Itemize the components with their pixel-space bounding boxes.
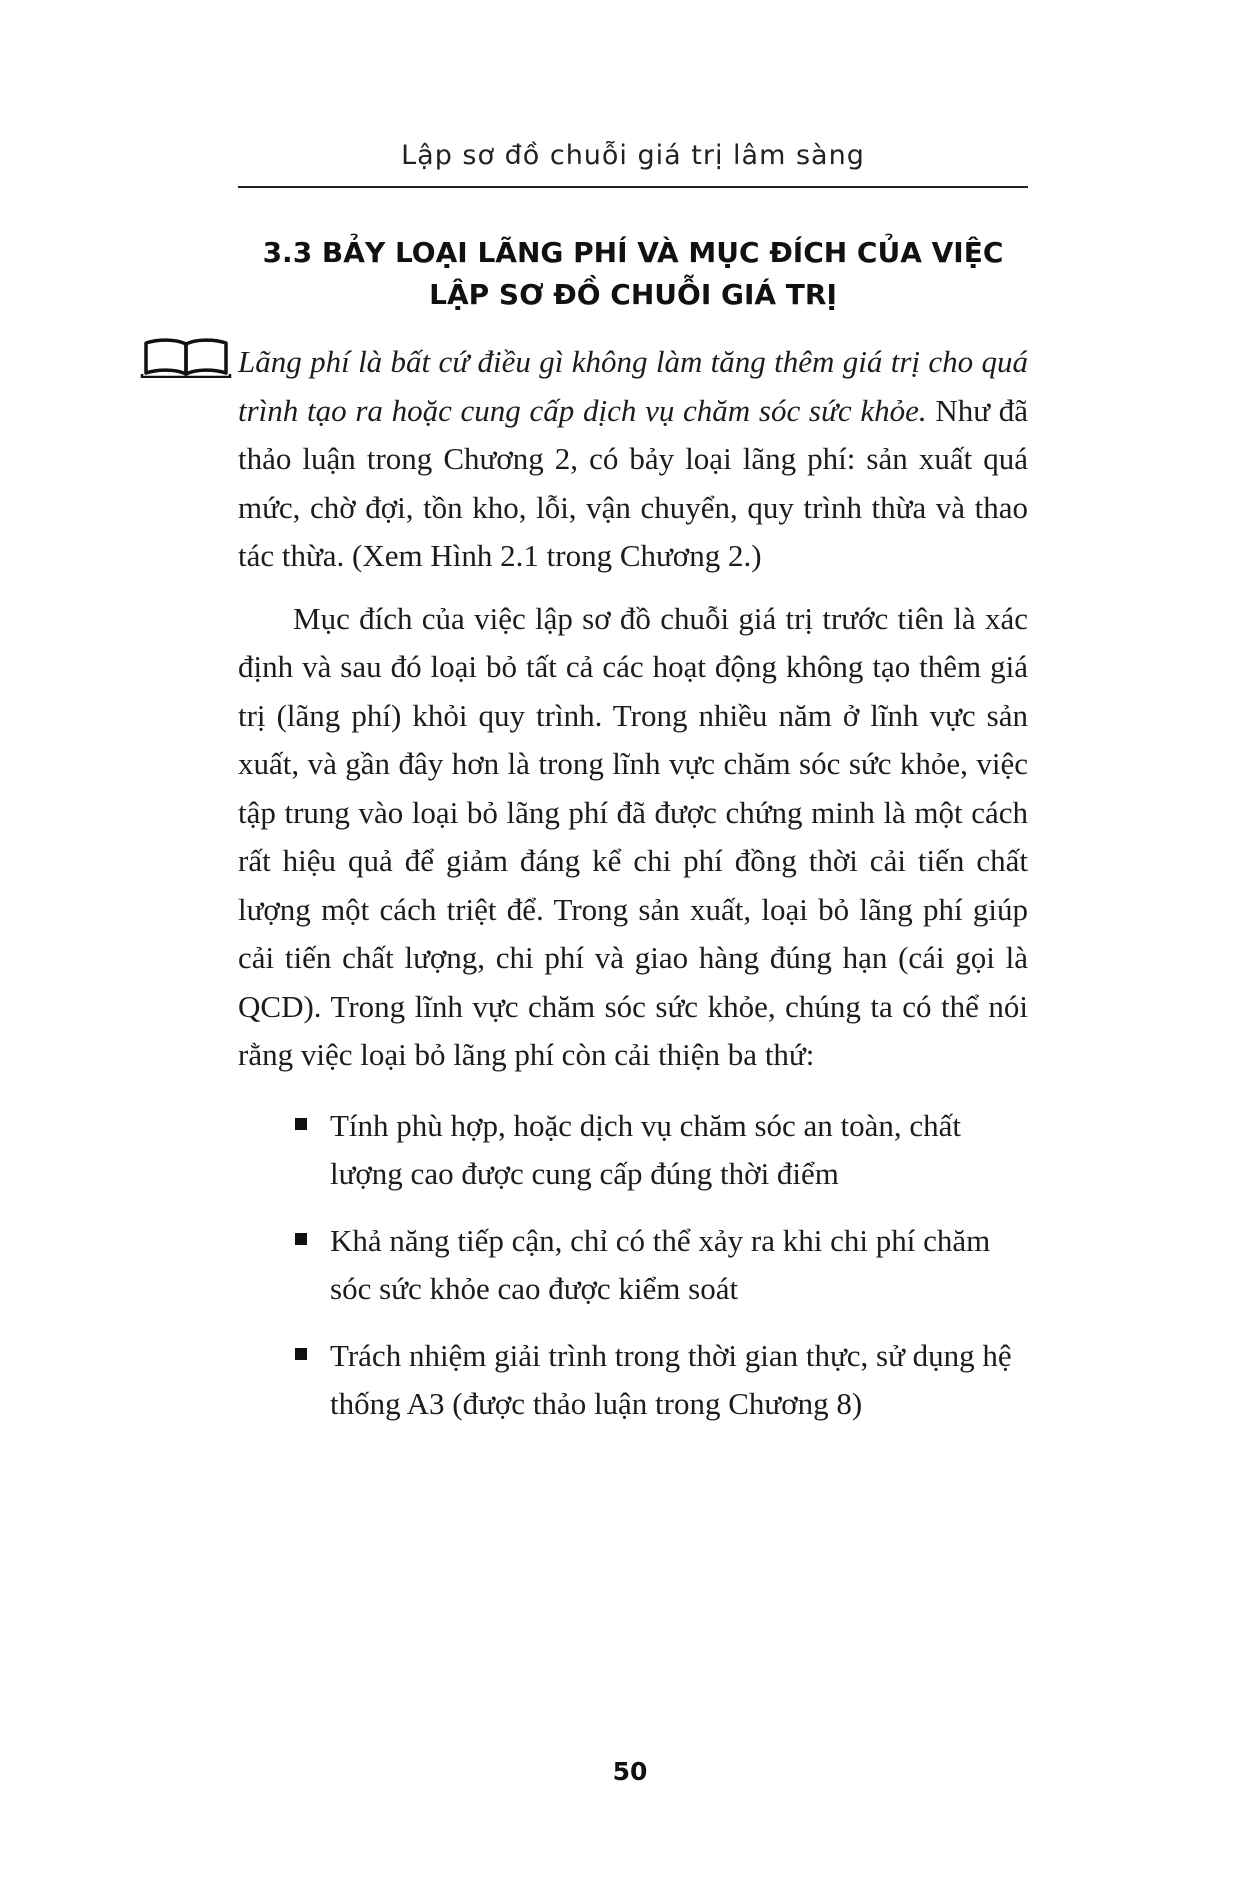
running-header: Lập sơ đồ chuỗi giá trị lâm sàng <box>401 140 865 171</box>
list-item <box>330 1332 1028 1429</box>
header-rule <box>238 186 1028 188</box>
list-item <box>330 1217 1028 1314</box>
square-bullet-icon <box>295 1118 307 1130</box>
list-item <box>330 1102 1028 1199</box>
paragraph-purpose: Mục đích của việc lập sơ đồ chuỗi giá trị trước tiên là xác định và sau đó loại bỏ tất cả các hoạt động không tạo thêm giá trị (lãng phí) khỏi quy trình. Trong nhiều năm ở lĩnh vực sản xuất, và gần đây hơn là trong lĩnh vực chăm sóc sức khỏe, việc tập trung vào loại bỏ lãng phí đã được chứng minh là một cách rất hiệu quả để giảm đáng kể chi phí đồng thời cải tiến chất lượng một cách triệt để. Trong sản xuất, loại bỏ lãng phí giúp cải tiến chất lượng, chi phí và giao hàng đúng hạn (cái gọi là QCD). Trong lĩnh vực chăm sóc sức khỏe, chúng ta có thể nói rằng việc loại bỏ lãng phí còn cải thiện ba thứ: <box>238 600 1028 1072</box>
bullet-list <box>238 1102 1028 1429</box>
list-item-text: Trách nhiệm giải trình trong thời gian thực, sử dụng hệ thống A3 (được thảo luận trong Chương 8) <box>330 1337 1012 1421</box>
square-bullet-icon <box>295 1233 307 1245</box>
list-item-text: Khả năng tiếp cận, chỉ có thể xảy ra khi chi phí chăm sóc sức khỏe cao được kiểm soát <box>330 1222 991 1306</box>
square-bullet-icon <box>295 1348 307 1360</box>
section-title-line-2: LẬP SƠ ĐỒ CHUỖI GIÁ TRỊ <box>429 278 837 311</box>
page-number: 50 <box>612 1757 648 1786</box>
section-title-line-1: 3.3 BẢY LOẠI LÃNG PHÍ VÀ MỤC ĐÍCH CỦA VIỆC <box>262 236 1004 269</box>
open-book-icon <box>140 336 232 378</box>
body-text <box>238 338 1028 1447</box>
list-item-text: Tính phù hợp, hoặc dịch vụ chăm sóc an toàn, chất lượng cao được cung cấp đúng thời điểm <box>330 1107 962 1191</box>
waste-definition-italic: Lãng phí là bất cứ điều gì không làm tăng thêm giá trị cho quá trình tạo ra hoặc cung cấp dịch vụ chăm sóc sức khỏe. <box>238 344 1028 428</box>
section-title <box>238 232 1028 316</box>
paragraph-waste-definition <box>238 338 1028 581</box>
waste-types-text: Như đã thảo luận trong Chương 2, có bảy loại lãng phí: sản xuất quá mức, chờ đợi, tồn kho, lỗi, vận chuyển, quy trình thừa và thao tác thừa. (Xem Hình 2.1 trong Chương 2.) <box>238 392 1028 573</box>
